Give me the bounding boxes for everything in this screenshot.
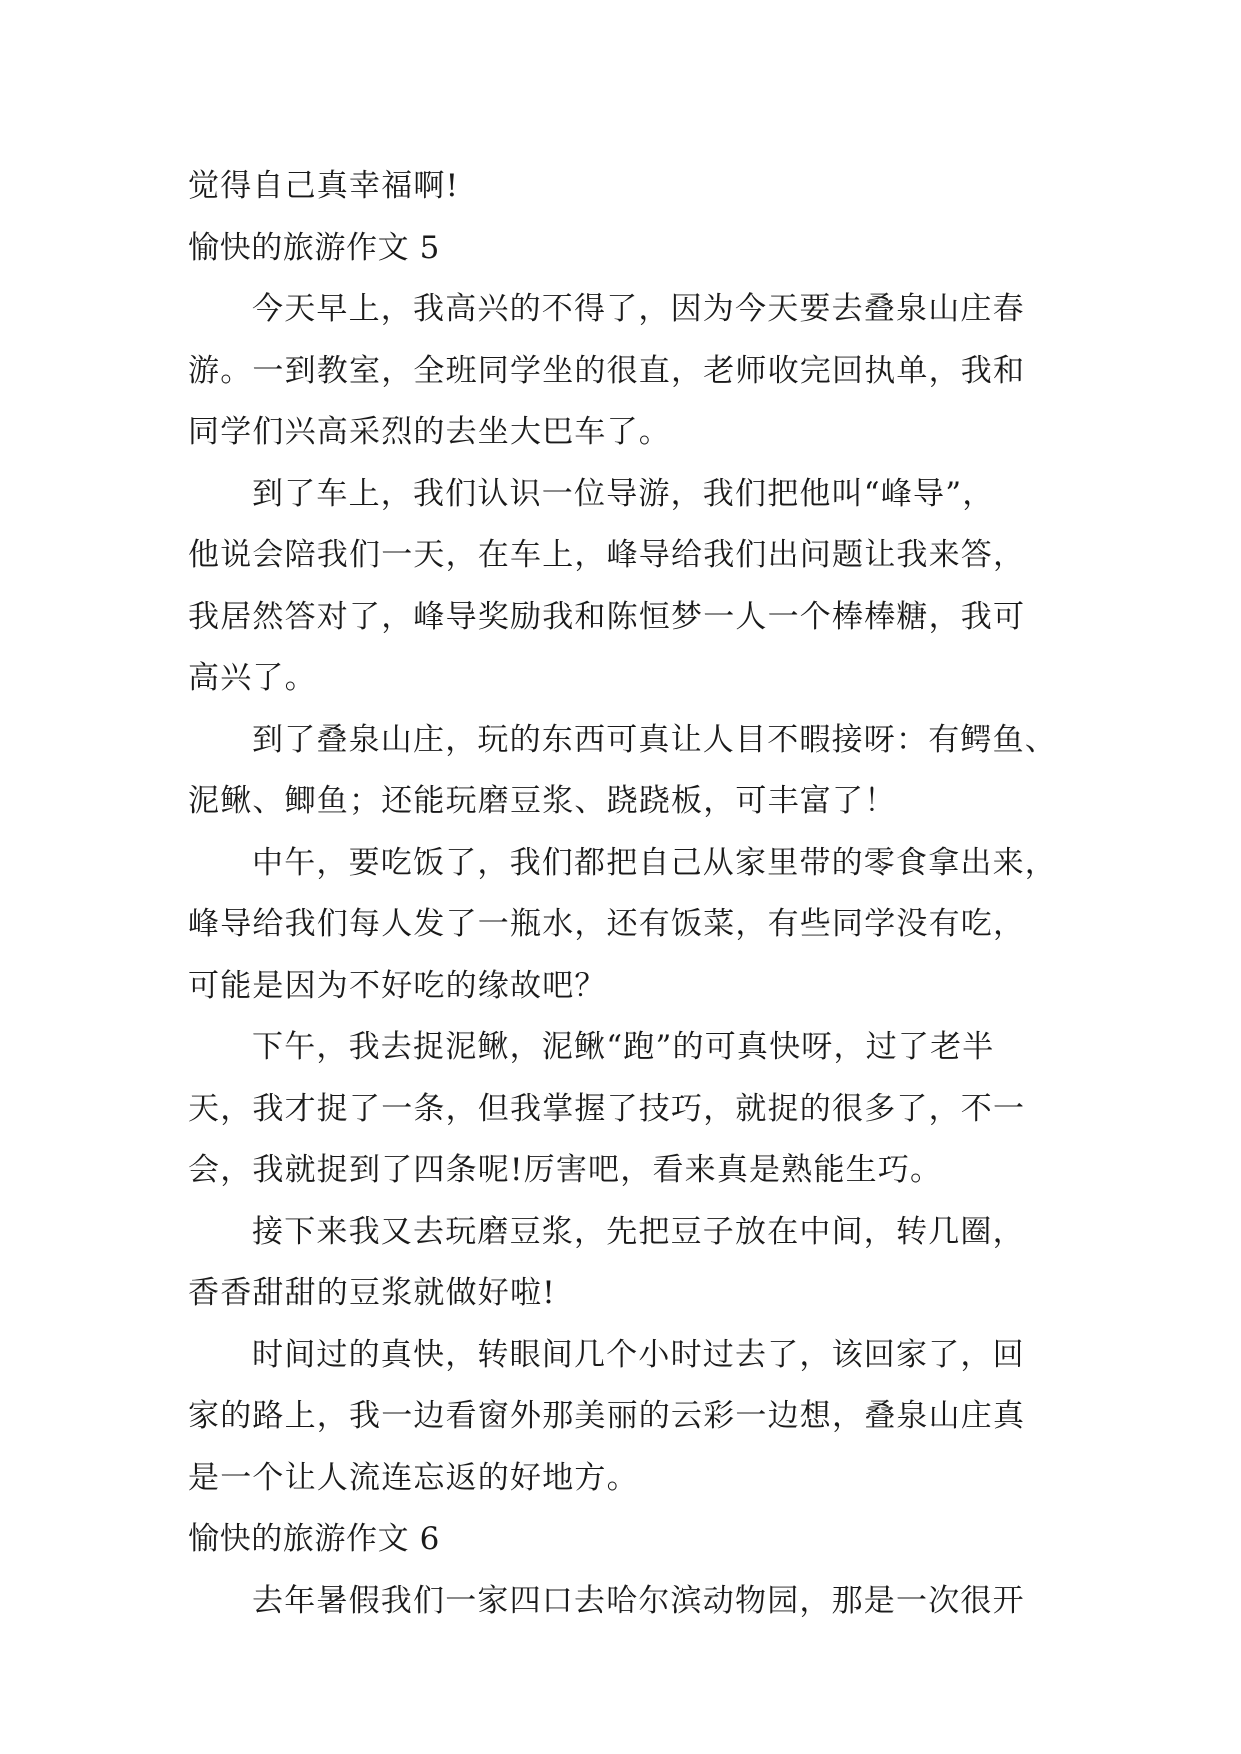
- paragraph-line: 天，我才捉了一条，但我掌握了技巧，就捉的很多了，不一: [188, 1090, 1026, 1127]
- paragraph-line: 是一个让人流连忘返的好地方。: [188, 1459, 639, 1496]
- document-body: [188, 156, 1057, 1632]
- paragraph-line: 觉得自己真幸福啊!: [188, 168, 460, 204]
- paragraph-line: 会，我就捉到了四条呢!厉害吧，看来真是熟能生巧。: [188, 1152, 943, 1188]
- paragraph-line: 时间过的真快，转眼间几个小时过去了，该回家了，回: [252, 1336, 1025, 1373]
- paragraph-line: 可能是因为不好吃的缘故吧？: [188, 967, 607, 1004]
- paragraph-line: 中午，要吃饭了，我们都把自己从家里带的零食拿出来，: [252, 844, 1057, 881]
- section-heading: 愉快的旅游作文 6: [188, 1521, 440, 1557]
- paragraph-line: 到了车上，我们认识一位导游，我们把他叫“峰导”，: [252, 475, 995, 512]
- paragraph-line: 家的路上，我一边看窗外那美丽的云彩一边想，叠泉山庄真: [188, 1398, 1026, 1434]
- paragraph-line: 泥鳅、鲫鱼；还能玩磨豆浆、跷跷板，可丰富了！: [188, 783, 897, 819]
- paragraph-line: 到了叠泉山庄，玩的东西可真让人目不暇接呀：有鳄鱼、: [252, 721, 1057, 758]
- paragraph-line: 峰导给我们每人发了一瓶水，还有饭菜，有些同学没有吃，: [188, 906, 1026, 942]
- section-heading: 愉快的旅游作文 5: [188, 229, 440, 266]
- paragraph-line: 今天早上，我高兴的不得了，因为今天要去叠泉山庄春: [252, 291, 1025, 327]
- paragraph-line: 下午，我去捉泥鳅，泥鳅“跑”的可真快呀，过了老半: [252, 1029, 995, 1065]
- paragraph-line: 去年暑假我们一家四口去哈尔滨动物园，那是一次很开: [252, 1582, 1025, 1619]
- paragraph-line: 接下来我又去玩磨豆浆，先把豆子放在中间，转几圈，: [252, 1213, 1025, 1250]
- paragraph-line: 高兴了。: [188, 660, 317, 696]
- paragraph-line: 我居然答对了，峰导奖励我和陈恒梦一人一个棒棒糖，我可: [188, 598, 1026, 635]
- paragraph-line: 游。一到教室，全班同学坐的很直，老师收完回执单，我和: [188, 352, 1026, 389]
- paragraph-line: 他说会陪我们一天，在车上，峰导给我们出问题让我来答，: [188, 537, 1026, 573]
- paragraph-line: 香香甜甜的豆浆就做好啦!: [188, 1275, 556, 1311]
- paragraph-line: 同学们兴高采烈的去坐大巴车了。: [188, 414, 671, 450]
